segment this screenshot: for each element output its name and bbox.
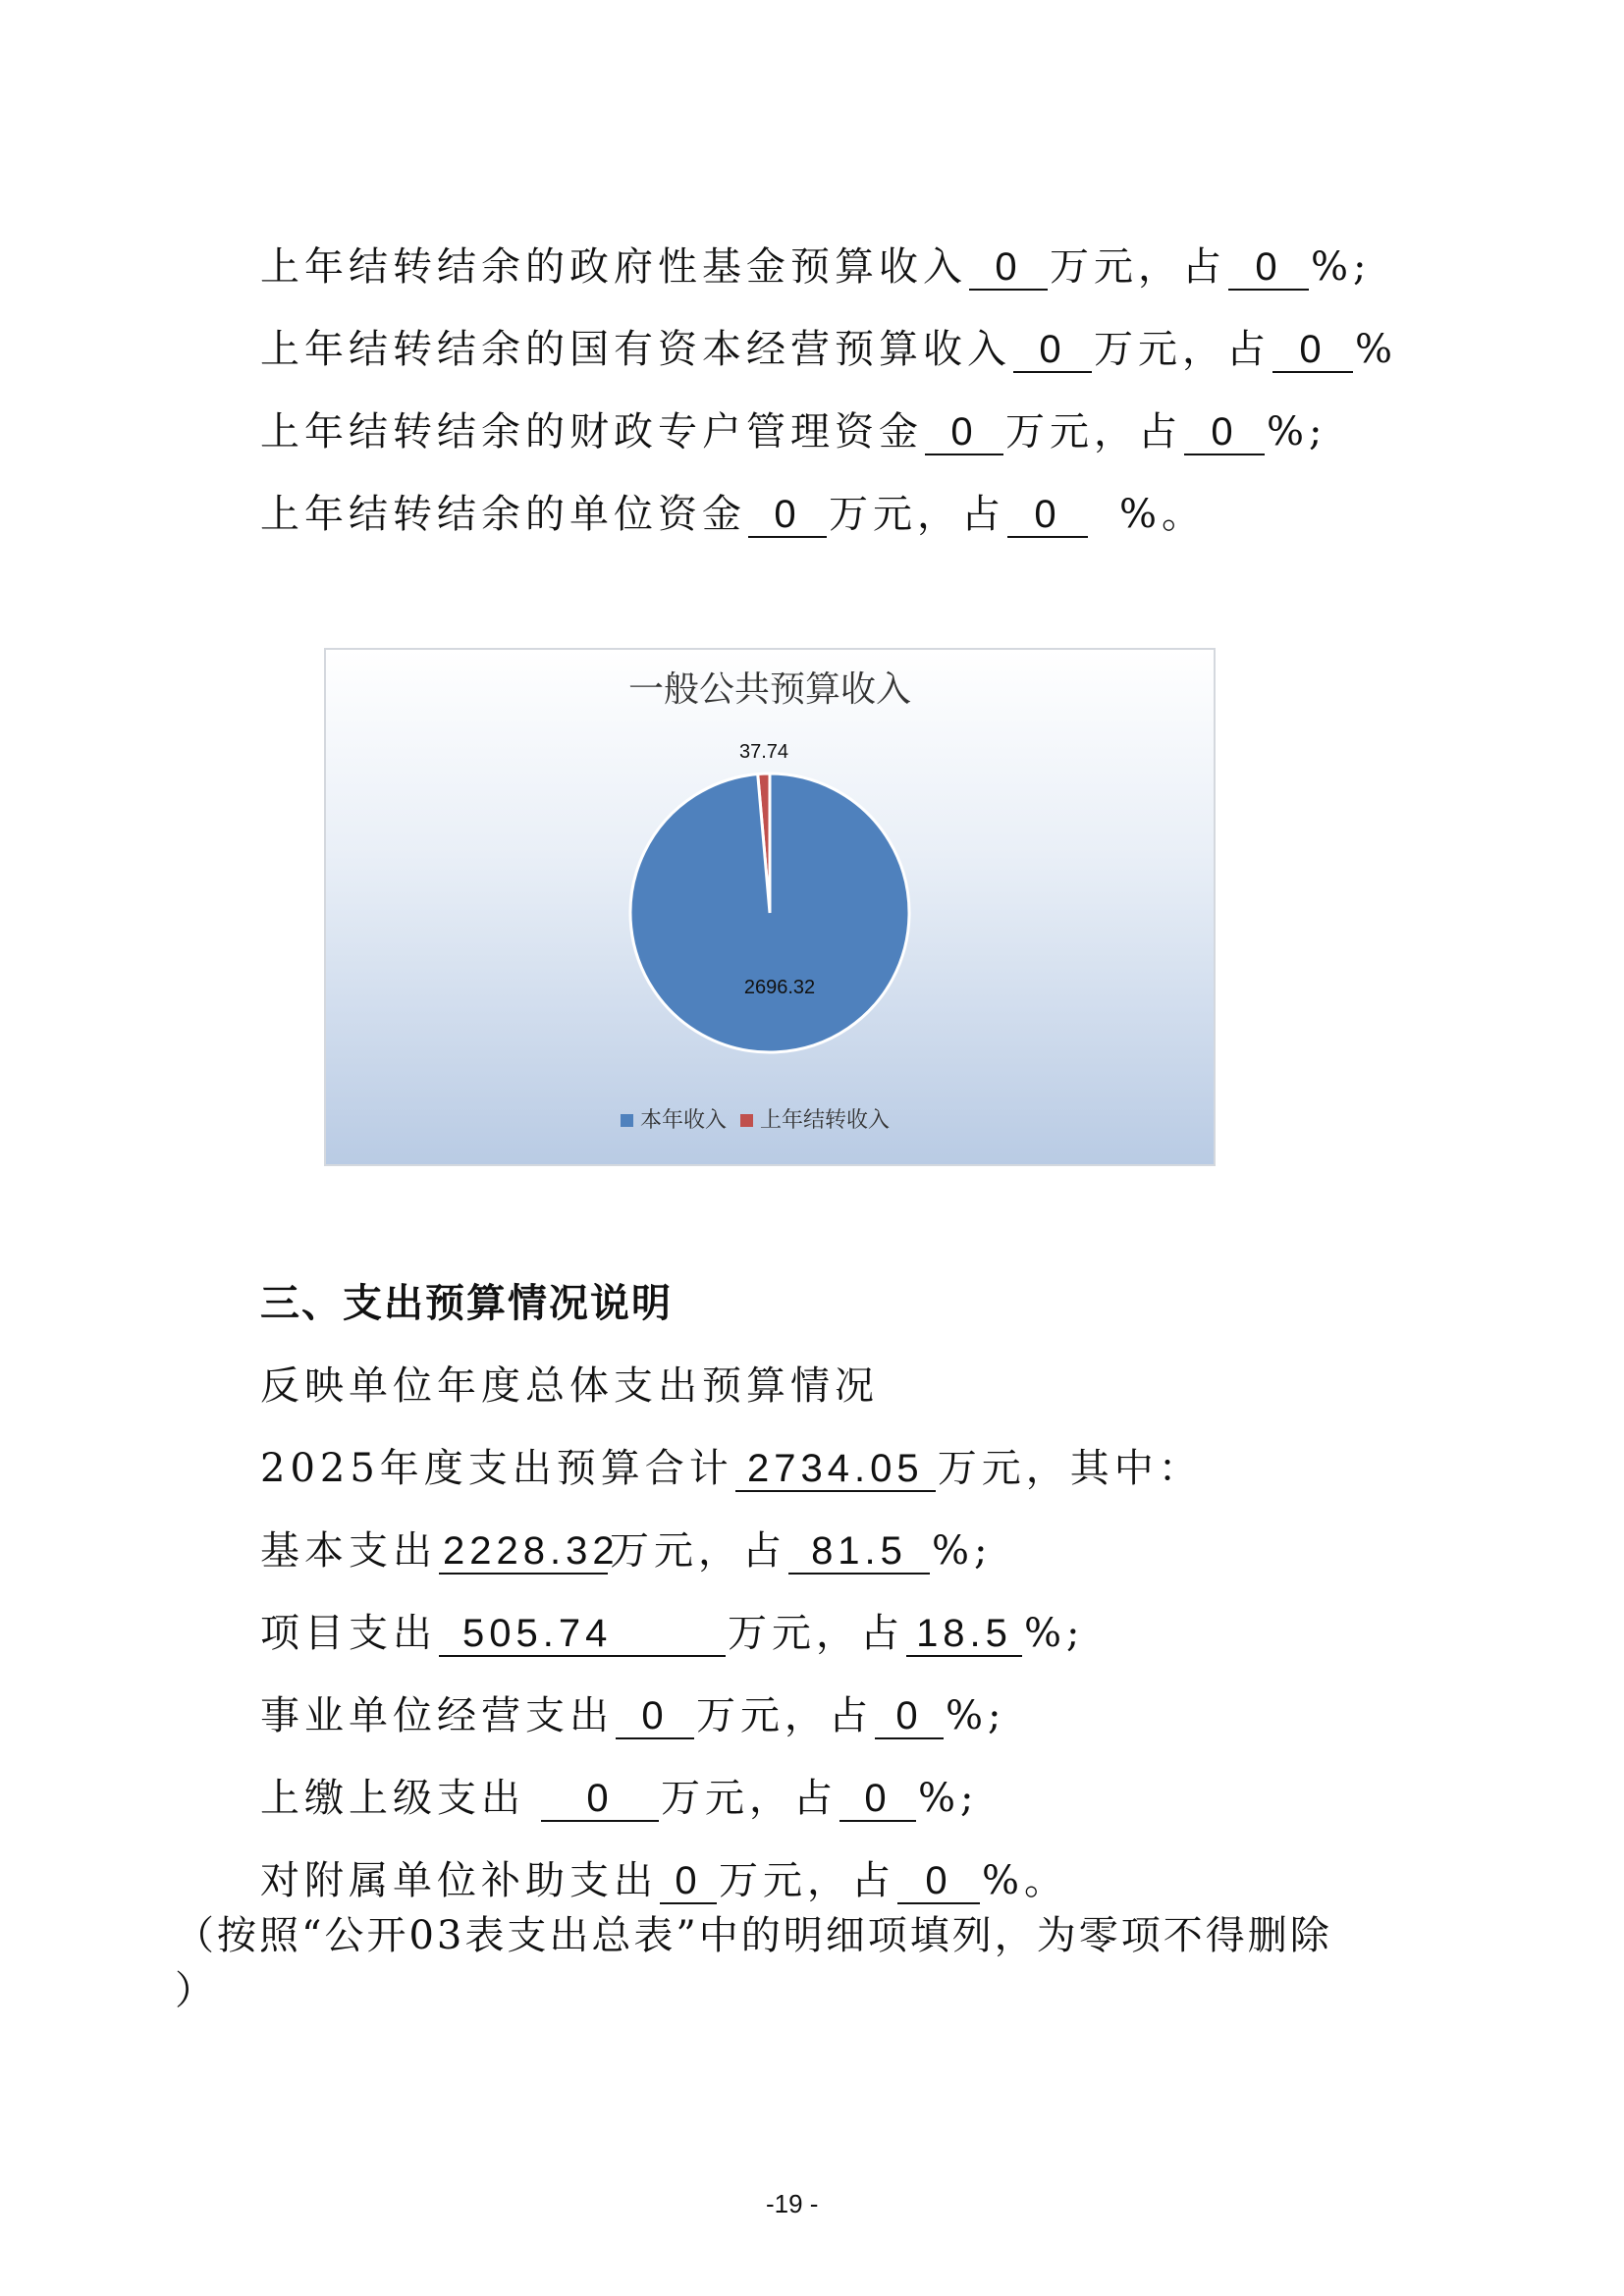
line-prefix: 上年结转结余的国有资本经营预算收入 (260, 327, 1011, 372)
item-suffix: %; (946, 1693, 1006, 1738)
amount-blank: 0 (616, 1694, 694, 1739)
item-unit: 万元，占 (696, 1693, 873, 1738)
item-label: 事业单位经营支出 (260, 1693, 614, 1738)
item-unit: 万元，占 (661, 1776, 838, 1821)
expense-item-basic (260, 1523, 992, 1578)
legend-label-1: 上年结转收入 (760, 1108, 891, 1133)
pct-blank: 0 (875, 1694, 944, 1739)
line-suffix: %。 (1119, 492, 1207, 537)
pct-blank: 0 (1228, 245, 1309, 291)
line-unit: 万元，占 (1005, 409, 1182, 454)
amount-blank: 505.74 (439, 1612, 726, 1657)
pct-blank: 0 (897, 1859, 980, 1904)
legend-label-0: 本年收入 (640, 1108, 728, 1133)
page-number: -19 - (766, 2189, 819, 2218)
data-label-carryover: 37.74 (738, 741, 789, 763)
total-prefix: 2025年度支出预算合计 (260, 1446, 733, 1491)
expense-item-business (260, 1688, 1005, 1743)
pct-blank: 18.5 (906, 1612, 1022, 1657)
amount-blank: 0 (660, 1859, 717, 1904)
carryover-line-4 (260, 487, 1206, 542)
pct-blank: 81.5 (788, 1529, 930, 1575)
pie-chart-svg (326, 650, 1214, 1164)
total-amount-blank: 2734.05 (735, 1447, 936, 1492)
legend-swatch-0 (621, 1114, 633, 1127)
item-suffix: %; (918, 1776, 979, 1821)
expense-item-subsidy (260, 1853, 1068, 1908)
item-label: 项目支出 (260, 1611, 437, 1656)
line-unit: 万元，占 (1094, 327, 1271, 372)
section-intro: 反映单位年度总体支出预算情况 (260, 1363, 879, 1409)
amount-blank: 0 (541, 1777, 659, 1822)
line-unit: 万元，占 (829, 492, 1005, 537)
item-suffix: %。 (982, 1858, 1069, 1903)
pie-slice-current-year (630, 774, 909, 1052)
item-unit: 万元，占 (728, 1611, 904, 1656)
item-suffix: %; (1024, 1611, 1085, 1656)
chart-title: 一般公共预算收入 (627, 669, 912, 710)
amount-blank: 0 (925, 410, 1003, 455)
amount-blank: 0 (969, 245, 1048, 291)
total-suffix: 万元，其中： (937, 1446, 1203, 1491)
note-line-2: ） (175, 1968, 217, 2013)
amount-blank: 0 (748, 493, 827, 538)
pct-blank: 0 (1007, 493, 1088, 538)
line-prefix: 上年结转结余的政府性基金预算收入 (260, 244, 967, 290)
line-unit: 万元，占 (1050, 244, 1226, 290)
item-label: 对附属单位补助支出 (260, 1858, 658, 1903)
item-unit: 万元，占 (610, 1528, 786, 1574)
amount-blank: 0 (1013, 328, 1092, 373)
line-suffix: % (1355, 327, 1398, 372)
item-label: 上缴上级支出 (260, 1776, 525, 1821)
section-heading: 三、支出预算情况说明 (260, 1281, 673, 1326)
expense-item-project (260, 1606, 1084, 1661)
line-suffix: %; (1267, 409, 1327, 454)
item-unit: 万元，占 (719, 1858, 895, 1903)
note-line-1: （按照“公开03表支出总表”中的明细项填列，为零项不得删除 (175, 1913, 1332, 1958)
pie-chart (324, 648, 1216, 1166)
expense-item-upper (260, 1771, 978, 1826)
carryover-line-3 (260, 404, 1326, 459)
amount-blank: 2228.32 (439, 1529, 608, 1575)
carryover-line-2 (260, 322, 1397, 377)
carryover-line-1 (260, 240, 1371, 294)
line-prefix: 上年结转结余的财政专户管理资金 (260, 409, 923, 454)
data-label-current-year: 2696.32 (743, 977, 816, 998)
pct-blank: 0 (839, 1777, 916, 1822)
item-label: 基本支出 (260, 1528, 437, 1574)
line-prefix: 上年结转结余的单位资金 (260, 492, 746, 537)
pct-blank: 0 (1184, 410, 1265, 455)
item-suffix: %; (932, 1528, 993, 1574)
pct-blank: 0 (1272, 328, 1353, 373)
legend-swatch-1 (740, 1114, 753, 1127)
total-line (260, 1441, 1203, 1496)
line-suffix: %; (1311, 244, 1372, 290)
